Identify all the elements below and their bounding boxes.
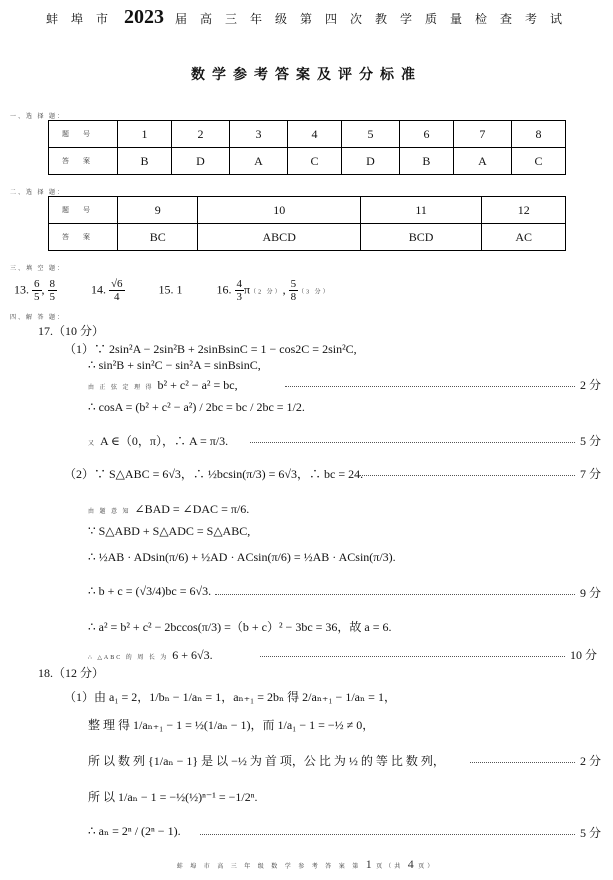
row-label: 题号 bbox=[49, 121, 118, 148]
footer-total-pages: 4 bbox=[407, 857, 414, 871]
row-label: 答案 bbox=[49, 224, 118, 251]
q18-line-3: 所 以 数 列 {1/aₙ − 1} 是 以 −½ 为 首 项，公 比 为 ½ 的 等 比 数 列， bbox=[88, 754, 445, 768]
answer-cell: ABCD bbox=[198, 224, 360, 251]
question-number: 12 bbox=[482, 197, 566, 224]
answer-table-2 bbox=[48, 196, 566, 251]
q17-line-7-math: ∠BAD = ∠DAC = π/6. bbox=[134, 502, 250, 516]
header-year: 2023 bbox=[124, 6, 164, 28]
q17-line-8: ∵ S△ABD + S△ADC = S△ABC, bbox=[88, 524, 251, 538]
q15-number: 15. bbox=[158, 282, 174, 297]
footer-page-number: 1 bbox=[365, 857, 372, 871]
q17-score-7: 7 分 bbox=[580, 467, 602, 481]
q17-line-7-prefix: 由 题 意 知 bbox=[88, 509, 131, 515]
header-prefix: 蚌 埠 市 bbox=[45, 12, 113, 26]
question-number: 2 bbox=[172, 121, 230, 148]
question-number: 8 bbox=[511, 121, 565, 148]
answer-cell: BCD bbox=[360, 224, 481, 251]
answer-cell: A bbox=[229, 148, 287, 175]
q17-score-10: 10 分 bbox=[570, 648, 598, 662]
section-label-solutions: 四、解 答 题： bbox=[10, 315, 66, 321]
leader-dots bbox=[200, 834, 575, 835]
answer-cell: AC bbox=[482, 224, 566, 251]
q13-number: 13. bbox=[14, 282, 29, 297]
q17-line-1: （1）∵ 2sin²A − 2sin²B + 2sinBsinC = 1 − cos2C = 2sin²C, bbox=[64, 342, 357, 356]
q18-line-4: 所 以 1/aₙ − 1 = −½(½)ⁿ⁻¹ = −1/2ⁿ. bbox=[88, 790, 258, 804]
leader-dots bbox=[215, 594, 575, 595]
q17-line-7 bbox=[88, 500, 249, 518]
question-number: 4 bbox=[287, 121, 341, 148]
table-row bbox=[49, 197, 566, 224]
question-number: 10 bbox=[198, 197, 360, 224]
section-label-multi-choice: 二、选 择 题： bbox=[10, 190, 66, 196]
q17-line-3-prefix: 由 正 弦 定 理 得 bbox=[88, 385, 154, 391]
question-number: 9 bbox=[118, 197, 198, 224]
q17-line-2: ∴ sin²B + sin²C − sin²A = sinBsinC, bbox=[88, 358, 261, 372]
q17-line-5-prefix: 又 bbox=[88, 441, 97, 447]
exam-header bbox=[0, 6, 613, 29]
q17-title: 17.（10 分） bbox=[38, 324, 105, 338]
question-number: 11 bbox=[360, 197, 481, 224]
q17-line-12 bbox=[88, 646, 213, 664]
leader-dots bbox=[285, 386, 575, 387]
q18-score-2: 2 分 bbox=[580, 754, 602, 768]
footer-end: 页） bbox=[418, 864, 437, 870]
pi-symbol: π bbox=[244, 282, 251, 297]
header-suffix: 届 高 三 年 级 第 四 次 教 学 质 量 检 查 考 试 bbox=[175, 12, 568, 26]
q16-points-1: （2 分） bbox=[250, 289, 283, 296]
answer-cell: D bbox=[341, 148, 399, 175]
section-label-choice: 一、选 择 题： bbox=[10, 114, 66, 120]
question-number: 1 bbox=[118, 121, 172, 148]
table-row bbox=[49, 224, 566, 251]
q14-frac: $\frac{√6}{4}$ bbox=[111, 278, 123, 303]
q17-score-5: 5 分 bbox=[580, 434, 602, 448]
leader-dots bbox=[260, 656, 565, 657]
answer-cell: BC bbox=[118, 224, 198, 251]
q17-line-3-math: b² + c² − a² = bc, bbox=[157, 378, 238, 392]
q18-line-5: ∴ aₙ = 2ⁿ / (2ⁿ − 1). bbox=[88, 824, 181, 838]
q17-line-4: ∴ cosA = (b² + c² − a²) / 2bc = bc / 2bc = 1/2. bbox=[88, 400, 305, 414]
q18-line-2: 整 理 得 1/aₙ₊₁ − 1 = ½(1/aₙ − 1)，而 1/a₁ − 1 = −½ ≠ 0， bbox=[88, 718, 375, 732]
leader-dots bbox=[360, 475, 575, 476]
q17-line-12-prefix: ∴ △ABC 的 周 长 为 bbox=[88, 655, 169, 661]
table-row bbox=[49, 148, 566, 175]
q16-number: 16. bbox=[216, 282, 232, 297]
q17-line-12-math: 6 + 6√3. bbox=[172, 648, 213, 662]
q14-number: 14. bbox=[91, 282, 106, 297]
q17-line-3 bbox=[88, 376, 238, 394]
q17-score-9: 9 分 bbox=[580, 586, 602, 600]
answer-cell: A bbox=[453, 148, 511, 175]
q18-score-5: 5 分 bbox=[580, 826, 602, 840]
row-label: 答案 bbox=[49, 148, 118, 175]
q13-frac-b: $\frac{8}{5}$ bbox=[49, 278, 55, 303]
page-title: 数学参考答案及评分标准 bbox=[191, 68, 422, 83]
q17-line-9: ∴ ½AB · ADsin(π/6) + ½AD · ACsin(π/6) = ½AB · ACsin(π/3). bbox=[88, 550, 396, 564]
footer-mid: 页（共 bbox=[376, 864, 404, 870]
footer-text: 蚌 埠 市 高 三 年 级 数 学 参 考 答 案 第 bbox=[176, 864, 362, 870]
answer-cell: D bbox=[172, 148, 230, 175]
q18-line-1: （1）由 a₁ = 2，1/bₙ − 1/aₙ = 1，aₙ₊₁ = 2bₙ 得 2/aₙ₊₁ − 1/aₙ = 1， bbox=[64, 690, 396, 704]
page-footer bbox=[0, 857, 613, 872]
q16-points-2: （3 分） bbox=[298, 289, 331, 296]
q17-line-11: ∴ a² = b² + c² − 2bccos(π/3) =（b + c）² − 3bc = 36，故 a = 6. bbox=[88, 620, 392, 634]
answer-cell: B bbox=[399, 148, 453, 175]
answer-cell: C bbox=[287, 148, 341, 175]
question-number: 6 bbox=[399, 121, 453, 148]
leader-dots bbox=[250, 442, 575, 443]
leader-dots bbox=[470, 762, 575, 763]
q17-line-6: （2）∵ S△ABC = 6√3，∴ ½bcsin(π/3) = 6√3，∴ bc = 24. bbox=[64, 467, 364, 481]
question-number: 5 bbox=[341, 121, 399, 148]
section-label-fill: 三、填 空 题： bbox=[10, 266, 66, 272]
q15-answer: 1 bbox=[176, 282, 183, 297]
question-number: 3 bbox=[229, 121, 287, 148]
question-number: 7 bbox=[453, 121, 511, 148]
q16-frac-b: $\frac{5}{8}$ bbox=[290, 278, 297, 303]
q17-line-5 bbox=[88, 432, 228, 450]
q13-frac-a: $\frac{6}{5}$ bbox=[34, 278, 40, 303]
row-label: 题号 bbox=[49, 197, 118, 224]
q18-title: 18.（12 分） bbox=[38, 666, 105, 680]
fill-answers: 13. $\frac{6}{5}$ , $\frac{8}{5}$ 14. $\frac{√6}{4}$ 15. 1 16. $\frac{4}{3}$ π（2 分）, $\frac{5}{8}$ （3 分） bbox=[14, 278, 331, 303]
table-row bbox=[49, 121, 566, 148]
answer-table-1 bbox=[48, 120, 566, 175]
q17-line-10: ∴ b + c = (√3/4)bc = 6√3. bbox=[88, 584, 212, 598]
answer-cell: B bbox=[118, 148, 172, 175]
q16-frac-a: $\frac{4}{3}$ bbox=[236, 278, 243, 303]
answer-cell: C bbox=[511, 148, 565, 175]
q17-score-2: 2 分 bbox=[580, 378, 602, 392]
q17-line-5-math: A ∈（0，π），∴ A = π/3. bbox=[100, 434, 229, 448]
